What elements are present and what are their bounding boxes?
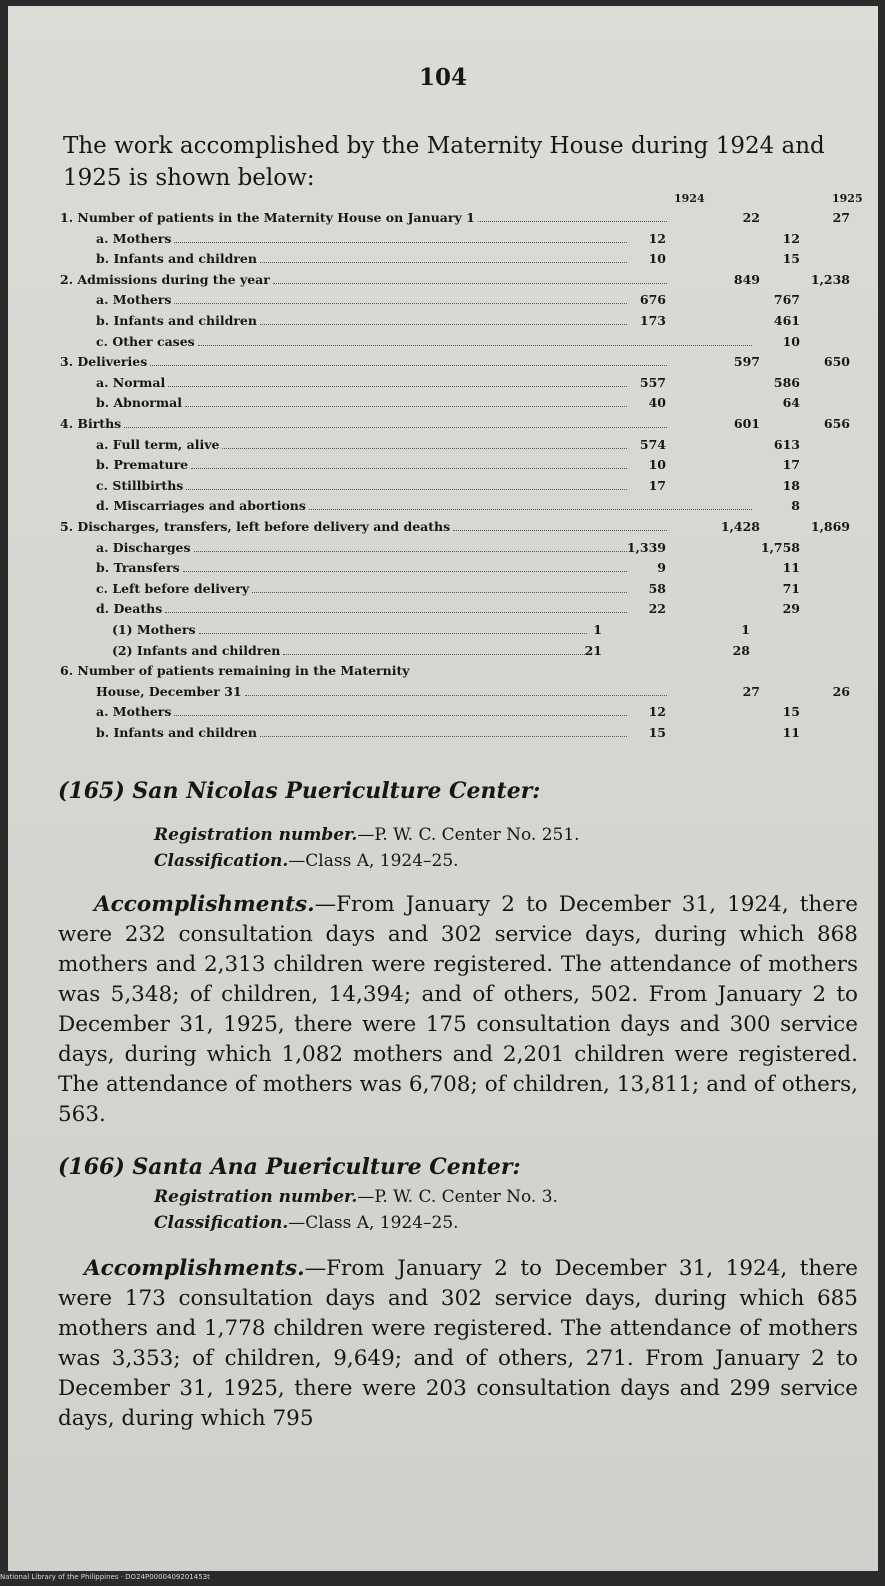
row-label bbox=[96, 457, 627, 472]
scan-footer: National Library of the Philippines · DO24P0000409201453t bbox=[0, 1573, 210, 1581]
dot-leader bbox=[273, 272, 667, 284]
value-1925-sub: 613 bbox=[773, 436, 800, 452]
classification-value: —Class A, 1924–25. bbox=[288, 851, 459, 871]
value-1924-sub: 574 bbox=[639, 436, 666, 452]
value-1924-total: 27 bbox=[742, 683, 760, 699]
row-label-text: a. Full term, alive bbox=[96, 436, 220, 452]
table-row bbox=[52, 581, 872, 602]
dot-leader bbox=[185, 395, 627, 407]
page-number: 104 bbox=[418, 64, 467, 91]
row-label-text: d. Miscarriages and abortions bbox=[96, 498, 306, 514]
row-label bbox=[96, 292, 627, 307]
row-label bbox=[96, 704, 627, 719]
value-1924-total: 597 bbox=[733, 354, 760, 370]
value-1924-total: 22 bbox=[742, 210, 760, 225]
value-1925-total: 26 bbox=[832, 683, 850, 699]
value-1924-sub: 676 bbox=[639, 292, 666, 308]
row-label bbox=[96, 478, 627, 493]
dot-leader bbox=[283, 643, 587, 655]
value-1925-sub: 8 bbox=[791, 498, 800, 514]
row-label bbox=[60, 354, 667, 369]
document-page bbox=[8, 6, 878, 1571]
table-row bbox=[52, 416, 872, 437]
table-row bbox=[52, 251, 872, 272]
value-1925-sub: 586 bbox=[773, 374, 800, 390]
row-label-text: (1) Mothers bbox=[112, 622, 196, 637]
table-row bbox=[52, 498, 872, 519]
section-166-title: (166) Santa Ana Puericulture Center: bbox=[58, 1154, 521, 1180]
row-label bbox=[60, 519, 667, 534]
row-label-text: c. Stillbirths bbox=[96, 477, 184, 493]
value-1925-sub: 461 bbox=[773, 313, 800, 328]
column-header-1925: 1925 bbox=[832, 192, 863, 205]
table-row bbox=[52, 395, 872, 416]
table-row bbox=[52, 725, 872, 746]
value-1924-sub: 1,339 bbox=[626, 539, 666, 555]
dot-leader bbox=[252, 581, 627, 593]
row-label bbox=[96, 498, 752, 513]
value-1925-sub: 71 bbox=[782, 580, 800, 596]
row-label bbox=[96, 560, 627, 575]
row-label-text: a. Mothers bbox=[96, 230, 172, 246]
row-label-text: d. Deaths bbox=[96, 601, 163, 617]
accomplishments-lead: Accomplishments. bbox=[94, 892, 315, 917]
row-label-text: c. Left before delivery bbox=[96, 580, 250, 596]
value-1925-sub: 64 bbox=[782, 395, 800, 411]
table-row bbox=[52, 375, 872, 396]
accomplishments-body: —From January 2 to December 31, 1924, there were 232 consultation days and 302 service days, during which 868 mothers and 2,313 children were registered. The attendance of mothers was 5,348; of children, 14,394; and of others, 502. From January 2 to December 31, 1925, there were 175 consultation days and 300 service days, during which 1,082 mothers and 2,201 children were registered. The attendance of mothers was 6,708; of children, 13,811; and of others, 563. bbox=[58, 892, 858, 1127]
value-1924-sub: 58 bbox=[648, 580, 666, 596]
dot-leader bbox=[186, 478, 627, 490]
value-1925-sub: 15 bbox=[782, 251, 800, 267]
row-label-text: b. Premature bbox=[96, 457, 189, 473]
value-1924-sub: 10 bbox=[648, 457, 666, 473]
value-1925-sub: 1,758 bbox=[760, 539, 800, 555]
value-1925-total: 27 bbox=[832, 210, 850, 225]
row-label bbox=[96, 437, 627, 452]
section-165-title: (165) San Nicolas Puericulture Center: bbox=[58, 778, 541, 804]
row-label bbox=[96, 395, 627, 410]
table-row bbox=[52, 231, 872, 252]
row-label-text: b. Infants and children bbox=[96, 313, 257, 328]
table-row bbox=[52, 704, 872, 725]
value-1924-total: 1,428 bbox=[720, 519, 760, 534]
row-label bbox=[96, 231, 627, 246]
dot-leader bbox=[174, 231, 627, 243]
section-166-accomplishments bbox=[58, 1254, 858, 1434]
row-label-text: a. Mothers bbox=[96, 704, 172, 720]
table-row bbox=[52, 519, 872, 540]
value-1924-detail: 1 bbox=[593, 622, 602, 637]
value-1924-sub: 9 bbox=[657, 560, 666, 576]
dot-leader bbox=[245, 684, 667, 696]
value-1924-sub: 17 bbox=[648, 477, 666, 493]
row-label-text: 4. Births bbox=[60, 416, 122, 431]
column-header-1924: 1924 bbox=[674, 192, 705, 205]
row-label-text: House, December 31 bbox=[96, 683, 242, 699]
row-label-text: b. Infants and children bbox=[96, 251, 257, 267]
table-row bbox=[52, 210, 872, 231]
dot-leader bbox=[222, 437, 627, 449]
dot-leader bbox=[183, 560, 627, 572]
table-row bbox=[52, 354, 872, 375]
row-label-text: a. Normal bbox=[96, 374, 166, 390]
dot-leader bbox=[174, 292, 627, 304]
dot-leader bbox=[260, 725, 627, 737]
table-row bbox=[52, 601, 872, 622]
value-1925-sub: 15 bbox=[782, 704, 800, 720]
registration-key: Registration number. bbox=[154, 825, 358, 845]
row-label bbox=[96, 334, 752, 349]
table-row bbox=[52, 272, 872, 293]
row-label bbox=[96, 601, 627, 616]
table-row bbox=[52, 663, 872, 684]
row-label-text: a. Discharges bbox=[96, 539, 191, 555]
table-row bbox=[52, 478, 872, 499]
dot-leader bbox=[150, 354, 667, 366]
table-row bbox=[52, 560, 872, 581]
row-label-text: (2) Infants and children bbox=[112, 642, 281, 658]
section-166-registration bbox=[154, 1187, 558, 1207]
classification-key: Classification. bbox=[154, 1213, 289, 1233]
table-row bbox=[52, 622, 872, 643]
row-label-text: 5. Discharges, transfers, left before delivery and deaths bbox=[60, 519, 451, 534]
registration-value: —P. W. C. Center No. 3. bbox=[357, 1187, 558, 1207]
dot-leader bbox=[199, 622, 588, 634]
row-label-text: b. Transfers bbox=[96, 560, 180, 576]
value-1925-sub: 11 bbox=[782, 725, 800, 740]
row-label bbox=[96, 251, 627, 266]
value-1924-total: 849 bbox=[733, 271, 760, 287]
dot-leader bbox=[453, 519, 667, 531]
dot-leader bbox=[260, 251, 627, 263]
value-1925-total: 650 bbox=[823, 354, 850, 370]
value-1925-sub: 11 bbox=[782, 560, 800, 576]
dot-leader bbox=[478, 210, 667, 222]
value-1925-sub: 29 bbox=[782, 601, 800, 617]
table-row bbox=[52, 292, 872, 313]
dot-leader bbox=[309, 498, 752, 510]
value-1925-total: 1,238 bbox=[810, 271, 850, 287]
table-row bbox=[52, 684, 872, 705]
table-row bbox=[52, 540, 872, 561]
row-label bbox=[112, 643, 587, 658]
row-label bbox=[60, 416, 667, 431]
row-label-text: 3. Deliveries bbox=[60, 354, 148, 370]
value-1925-sub: 12 bbox=[782, 230, 800, 246]
value-1924-sub: 15 bbox=[648, 725, 666, 740]
value-1924-sub: 557 bbox=[639, 374, 666, 390]
value-1925-total: 1,869 bbox=[810, 519, 850, 534]
row-label bbox=[112, 622, 587, 637]
section-165-classification bbox=[154, 851, 459, 871]
registration-value: —P. W. C. Center No. 251. bbox=[357, 825, 580, 845]
value-1924-sub: 10 bbox=[648, 251, 666, 267]
table-row bbox=[52, 643, 872, 664]
intro-paragraph: The work accomplished by the Maternity House during 1924 and 1925 is shown below: bbox=[63, 133, 825, 191]
dot-leader bbox=[191, 457, 627, 469]
row-label bbox=[96, 313, 627, 328]
value-1924-sub: 40 bbox=[648, 395, 666, 411]
accomplishments-lead: Accomplishments. bbox=[84, 1256, 305, 1281]
dot-leader bbox=[174, 704, 627, 716]
value-1924-sub: 12 bbox=[648, 704, 666, 720]
value-1925-detail: 1 bbox=[741, 622, 750, 637]
row-label-text: b. Abnormal bbox=[96, 395, 182, 411]
maternity-statistics-table bbox=[52, 188, 872, 768]
dot-leader bbox=[168, 375, 627, 387]
dot-leader bbox=[194, 540, 627, 552]
row-label-text: 1. Number of patients in the Maternity House on January 1 bbox=[60, 210, 475, 225]
accomplishments-body: —From January 2 to December 31, 1924, there were 173 consultation days and 302 service days, during which 685 mothers and 1,778 children were registered. The attendance of mothers was 3,353; of children, 9,649; and of others, 271. From January 2 to December 31, 1925, there were 203 consultation days and 299 service days, during which 795 bbox=[58, 1256, 858, 1431]
row-label-text: b. Infants and children bbox=[96, 725, 257, 740]
value-1925-sub: 18 bbox=[782, 477, 800, 493]
value-1925-sub: 17 bbox=[782, 457, 800, 473]
value-1925-detail: 28 bbox=[732, 642, 750, 658]
value-1925-total: 656 bbox=[823, 416, 850, 431]
row-label bbox=[96, 581, 627, 596]
table-row bbox=[52, 313, 872, 334]
classification-value: —Class A, 1924–25. bbox=[288, 1213, 459, 1233]
table-row bbox=[52, 334, 872, 355]
value-1925-sub: 10 bbox=[782, 333, 800, 349]
section-165-registration bbox=[154, 825, 580, 845]
dot-leader bbox=[165, 601, 627, 613]
dot-leader bbox=[260, 313, 627, 325]
dot-leader bbox=[198, 334, 752, 346]
classification-key: Classification. bbox=[154, 851, 289, 871]
row-label bbox=[96, 725, 627, 740]
value-1924-sub: 22 bbox=[648, 601, 666, 617]
section-165-accomplishments bbox=[58, 890, 858, 1130]
row-label-text: c. Other cases bbox=[96, 333, 195, 349]
dot-leader bbox=[124, 416, 667, 428]
value-1924-sub: 12 bbox=[648, 230, 666, 246]
value-1925-sub: 767 bbox=[773, 292, 800, 308]
row-label bbox=[60, 210, 667, 225]
row-label-text: 2. Admissions during the year bbox=[60, 271, 270, 287]
row-label bbox=[60, 272, 667, 287]
row-label bbox=[60, 663, 672, 678]
registration-key: Registration number. bbox=[154, 1187, 358, 1207]
row-label-text: 6. Number of patients remaining in the Maternity bbox=[60, 663, 410, 679]
section-166-classification bbox=[154, 1213, 459, 1233]
row-label bbox=[96, 375, 627, 390]
value-1924-detail: 21 bbox=[584, 642, 602, 658]
table-row bbox=[52, 437, 872, 458]
row-label bbox=[96, 540, 627, 555]
value-1924-sub: 173 bbox=[639, 313, 666, 328]
value-1924-total: 601 bbox=[733, 416, 760, 431]
row-label-text: a. Mothers bbox=[96, 292, 172, 308]
row-label bbox=[96, 684, 667, 699]
table-row bbox=[52, 457, 872, 478]
